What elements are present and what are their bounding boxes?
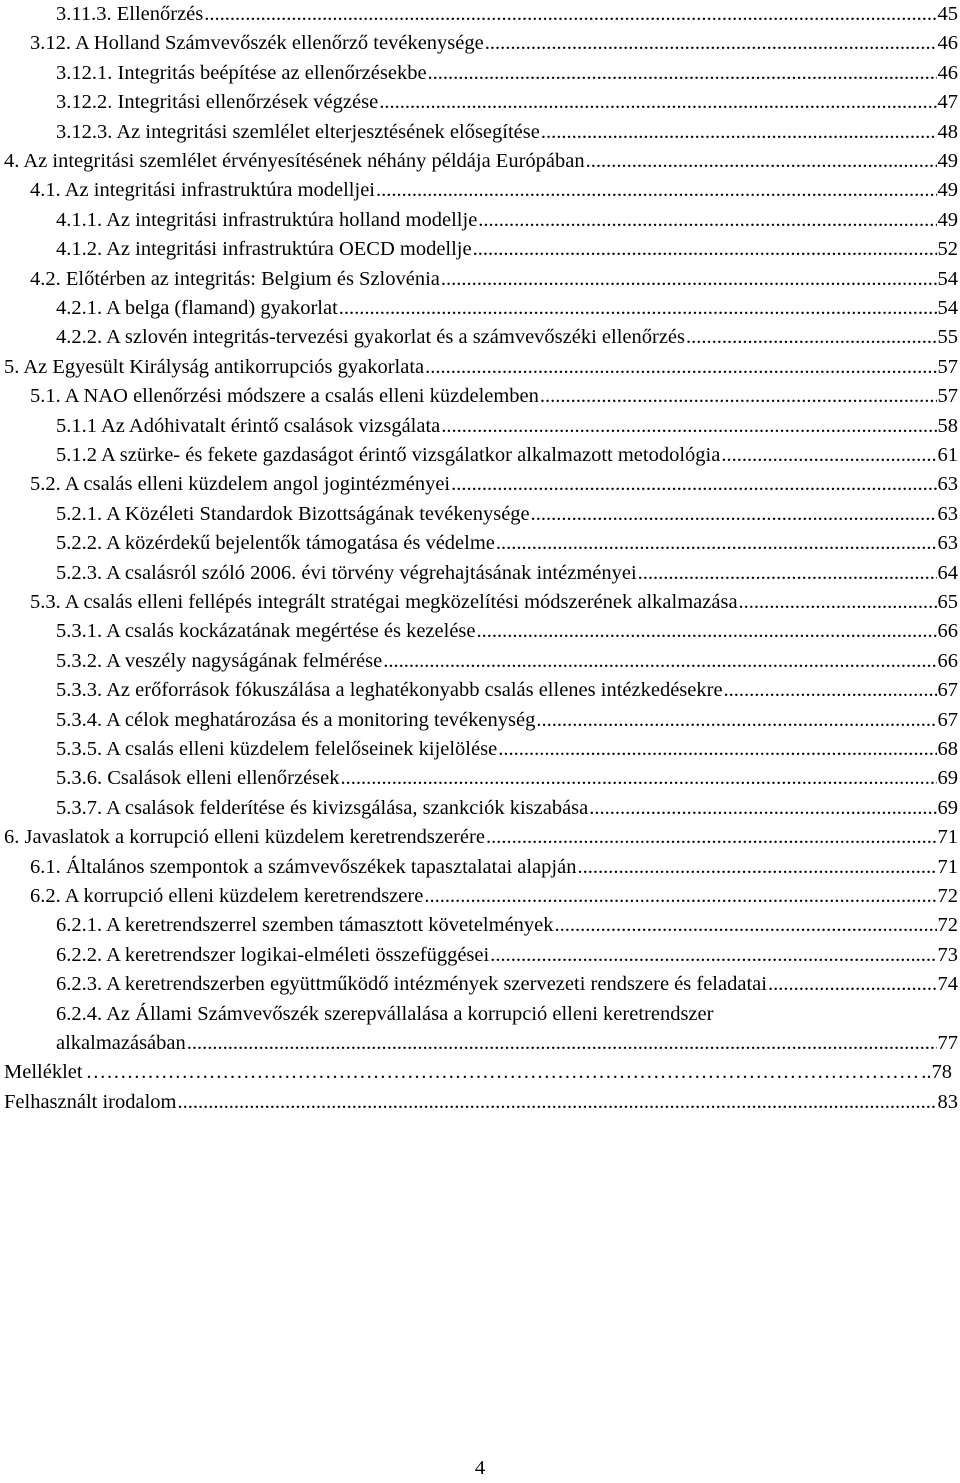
toc-entry[interactable] bbox=[56, 294, 960, 323]
toc-entry[interactable] bbox=[56, 59, 960, 88]
dot-leader bbox=[555, 911, 937, 940]
toc-entry-title: 4.2.2. A szlovén integritás-tervezési gyakorlat és a számvevőszéki ellenőrzés bbox=[56, 326, 686, 349]
dot-leader bbox=[485, 29, 937, 58]
toc-entry[interactable] bbox=[56, 617, 960, 646]
toc-entry[interactable] bbox=[56, 88, 960, 117]
toc-entry-title: 5.3.3. Az erőforrások fókuszálása a leghatékonyabb csalás ellenes intézkedésekre bbox=[56, 679, 723, 702]
toc-entry[interactable] bbox=[56, 676, 960, 705]
toc-entry[interactable] bbox=[56, 911, 960, 940]
toc-page-number: 83 bbox=[937, 1090, 958, 1113]
toc-entry-title: 6. Javaslatok a korrupció elleni küzdelem keretrendszerére bbox=[4, 826, 485, 849]
toc-entry[interactable] bbox=[56, 500, 960, 529]
toc-page-number: 46 bbox=[937, 32, 958, 55]
toc-entry[interactable] bbox=[56, 559, 960, 588]
toc-entry-title: 6.1. Általános szempontok a számvevőszékek tapasztalatai alapján bbox=[30, 855, 577, 878]
dot-leader bbox=[768, 970, 937, 999]
toc-entry[interactable] bbox=[56, 441, 960, 470]
toc-page-number: 64 bbox=[937, 561, 958, 584]
dot-leader bbox=[339, 294, 937, 323]
toc-page-number: 49 bbox=[937, 208, 958, 231]
dot-leader bbox=[586, 147, 937, 176]
toc-entry[interactable] bbox=[56, 1029, 960, 1058]
toc-entry-title: 5.3. A csalás elleni fellépés integrált stratégai megközelítési módszerének alkalmazása bbox=[30, 591, 738, 613]
toc-entry-title: 5.3.4. A célok meghatározása és a monitoring tevékenység bbox=[56, 708, 536, 731]
toc-entry-title: alkalmazásában bbox=[56, 1032, 186, 1054]
toc-entry[interactable] bbox=[4, 147, 960, 176]
dot-leader bbox=[383, 647, 936, 676]
toc-entry[interactable] bbox=[56, 206, 960, 235]
toc-page-number: 71 bbox=[937, 855, 958, 878]
toc-entry[interactable] bbox=[56, 764, 960, 793]
toc-entry-title: 5.3.2. A veszély nagyságának felmérése bbox=[56, 649, 383, 672]
dot-leader bbox=[425, 353, 936, 382]
toc-entry[interactable] bbox=[56, 412, 960, 441]
toc-entry-title: 6.2.1. A keretrendszerrel szemben támasztott követelmények bbox=[56, 914, 554, 937]
toc-entry-title: 3.12.2. Integritási ellenőrzések végzése bbox=[56, 91, 379, 114]
toc-page-number: 68 bbox=[937, 738, 958, 760]
toc-page-number: 49 bbox=[937, 150, 958, 172]
toc-entry[interactable] bbox=[30, 470, 960, 499]
dot-leader bbox=[379, 88, 936, 117]
dot-leader bbox=[486, 823, 937, 852]
dot-leader bbox=[724, 676, 937, 705]
dot-leader bbox=[441, 265, 937, 294]
toc-page-number: ..78 bbox=[921, 1061, 952, 1084]
toc-entry-title: Felhasznált irodalom bbox=[4, 1090, 177, 1113]
toc-page-number: 55 bbox=[937, 326, 958, 349]
toc-entry-title: 4.1.1. Az integritási infrastruktúra holland modellje bbox=[56, 208, 478, 231]
dot-leader bbox=[490, 941, 936, 970]
toc-page-number: 49 bbox=[937, 179, 958, 202]
toc-entry-title: 5.2.1. A Közéleti Standardok Bizottságának tevékenysége bbox=[56, 502, 530, 525]
toc-page-number: 63 bbox=[937, 532, 958, 555]
toc-entry[interactable] bbox=[56, 323, 960, 352]
dot-leader bbox=[541, 118, 937, 147]
toc-entry[interactable] bbox=[4, 823, 960, 852]
dot-leader bbox=[531, 500, 937, 529]
toc-page-number: 54 bbox=[937, 297, 958, 319]
toc-entry[interactable] bbox=[56, 118, 960, 147]
toc-entry-bibliography[interactable] bbox=[4, 1088, 960, 1117]
toc-page-number: 72 bbox=[937, 914, 958, 937]
toc-entry-title: 5.3.5. A csalás elleni küzdelem felelőseinek kijelölése bbox=[56, 738, 498, 760]
toc-entry[interactable] bbox=[30, 588, 960, 617]
toc-entry-title: 4.1.2. Az integritási infrastruktúra OECD modellje bbox=[56, 238, 472, 261]
toc-entry[interactable] bbox=[56, 647, 960, 676]
toc-entry-title: 4.2. Előtérben az integritás: Belgium és Szlovénia bbox=[30, 267, 440, 290]
toc-page-number: 45 bbox=[937, 3, 958, 25]
dot-leader bbox=[721, 441, 936, 470]
toc-entry-title: 4.2.1. A belga (flamand) gyakorlat bbox=[56, 297, 338, 319]
toc-page-number: 52 bbox=[937, 238, 958, 261]
toc-entry-title: 5.2.3. A csalásról szóló 2006. évi törvény végrehajtásának intézményei bbox=[56, 561, 637, 584]
toc-entry[interactable] bbox=[56, 794, 960, 823]
dot-leader bbox=[540, 382, 937, 411]
toc-entry-title: 5. Az Egyesült Királyság antikorrupciós gyakorlata bbox=[4, 355, 425, 378]
dot-leader bbox=[638, 559, 937, 588]
toc-entry[interactable] bbox=[30, 382, 960, 411]
toc-page-number: 69 bbox=[937, 767, 958, 790]
toc-entry-title: 6.2. A korrupció elleni küzdelem keretrendszere bbox=[30, 885, 424, 907]
toc-entry[interactable] bbox=[56, 941, 960, 970]
toc-entry-title: 5.2.2. A közérdekű bejelentők támogatása és védelme bbox=[56, 532, 495, 555]
toc-entry[interactable] bbox=[56, 529, 960, 558]
toc-entry[interactable] bbox=[56, 0, 960, 29]
dot-leader bbox=[536, 706, 936, 735]
toc-page-number: 65 bbox=[937, 591, 958, 613]
toc-entry-title: Melléklet bbox=[4, 1061, 83, 1084]
toc-entry-title[interactable]: 6.2.4. Az Állami Számvevőszék szerepvállalása a korrupció elleni keretrendszer bbox=[56, 1002, 714, 1025]
toc-entry[interactable] bbox=[30, 265, 960, 294]
toc-entry[interactable] bbox=[30, 176, 960, 205]
dot-leader bbox=[686, 323, 936, 352]
dot-leader bbox=[178, 1088, 937, 1117]
toc-entry-title: 5.1.2 A szürke- és fekete gazdaságot érintő vizsgálatkor alkalmazott metodológia bbox=[56, 444, 721, 466]
dot-leader bbox=[498, 735, 936, 764]
dot-leader bbox=[376, 176, 937, 205]
toc-entry[interactable] bbox=[56, 706, 960, 735]
toc-entry[interactable] bbox=[56, 235, 960, 264]
toc-entry[interactable] bbox=[30, 853, 960, 882]
dot-leader bbox=[473, 235, 937, 264]
toc-entry-title: 3.12.1. Integritás beépítése az ellenőrzésekbe bbox=[56, 61, 427, 84]
toc-page-number: 66 bbox=[937, 620, 958, 643]
toc-entry[interactable] bbox=[56, 735, 960, 764]
toc-page-number: 46 bbox=[937, 61, 958, 84]
toc-page-number: 77 bbox=[937, 1032, 958, 1054]
toc-page-number: 72 bbox=[937, 885, 958, 907]
toc-entry-title: 5.2. A csalás elleni küzdelem angol jogintézményei bbox=[30, 473, 451, 496]
toc-page-number: 69 bbox=[937, 796, 958, 819]
toc-entry-title: 5.3.7. A csalások felderítése és kivizsgálása, szankciók kiszabása bbox=[56, 796, 589, 819]
toc-entry-appendix[interactable] bbox=[4, 1058, 954, 1087]
toc-entry[interactable] bbox=[30, 882, 960, 911]
toc-page-number: 66 bbox=[937, 649, 958, 672]
toc-entry-title: 4. Az integritási szemlélet érvényesítésének néhány példája Európában bbox=[4, 150, 585, 172]
toc-entry-title: 5.1. A NAO ellenőrzési módszere a csalás elleni küzdelemben bbox=[30, 385, 539, 408]
dot-leader bbox=[428, 59, 937, 88]
toc-entry[interactable] bbox=[56, 970, 960, 999]
toc-entry-title: 3.12. A Holland Számvevőszék ellenőrző tevékenysége bbox=[30, 32, 484, 55]
dot-leader bbox=[451, 470, 936, 499]
toc-page-number: 58 bbox=[937, 414, 958, 437]
toc-entry-title: 5.3.6. Csalások elleni ellenőrzések bbox=[56, 767, 340, 790]
dot-leader bbox=[204, 0, 936, 29]
toc-page-number: 63 bbox=[937, 502, 958, 525]
toc-entry-title: 6.2.3. A keretrendszerben együttműködő intézmények szervezeti rendszere és feladatai bbox=[56, 973, 767, 996]
toc-entry-title: 4.1. Az integritási infrastruktúra modelljei bbox=[30, 179, 375, 202]
toc-entry[interactable] bbox=[30, 29, 960, 58]
dot-leader bbox=[341, 764, 937, 793]
dot-leader bbox=[441, 412, 936, 441]
toc-entry-title: 6.2.2. A keretrendszer logikai-elméleti összefüggései bbox=[56, 943, 490, 966]
toc-page-number: 47 bbox=[937, 91, 958, 114]
dot-leader bbox=[589, 794, 936, 823]
toc-entry-title: 5.1.1 Az Adóhivatalt érintő csalások vizsgálata bbox=[56, 414, 441, 437]
toc-entry-title: 3.12.3. Az integritási szemlélet elterjesztésének elősegítése bbox=[56, 120, 540, 143]
dot-leader bbox=[577, 853, 936, 882]
dot-leader bbox=[739, 588, 937, 617]
toc-page-number: 54 bbox=[937, 267, 958, 290]
dot-leader bbox=[478, 206, 936, 235]
dot-leader bbox=[496, 529, 937, 558]
page-number: 4 bbox=[474, 1457, 486, 1479]
toc-page-number: 71 bbox=[937, 826, 958, 849]
toc-page-number: 67 bbox=[937, 679, 958, 702]
dot-leader bbox=[86, 1058, 919, 1087]
toc-page-number: 63 bbox=[937, 473, 958, 496]
toc-page-number: 57 bbox=[937, 385, 958, 408]
dot-leader bbox=[187, 1029, 937, 1058]
toc-page-number: 73 bbox=[937, 943, 958, 966]
toc-entry-title: 5.3.1. A csalás kockázatának megértése és kezelése bbox=[56, 620, 476, 643]
toc-page-number: 57 bbox=[937, 355, 958, 378]
dot-leader bbox=[477, 617, 937, 646]
toc-entry[interactable] bbox=[4, 353, 960, 382]
toc-page-number: 67 bbox=[937, 708, 958, 731]
toc-page-number: 74 bbox=[937, 973, 958, 996]
toc-page-number: 61 bbox=[937, 444, 958, 466]
toc-entry-title: 3.11.3. Ellenőrzés bbox=[56, 3, 204, 25]
toc-page-number: 48 bbox=[937, 120, 958, 143]
dot-leader bbox=[424, 882, 936, 911]
